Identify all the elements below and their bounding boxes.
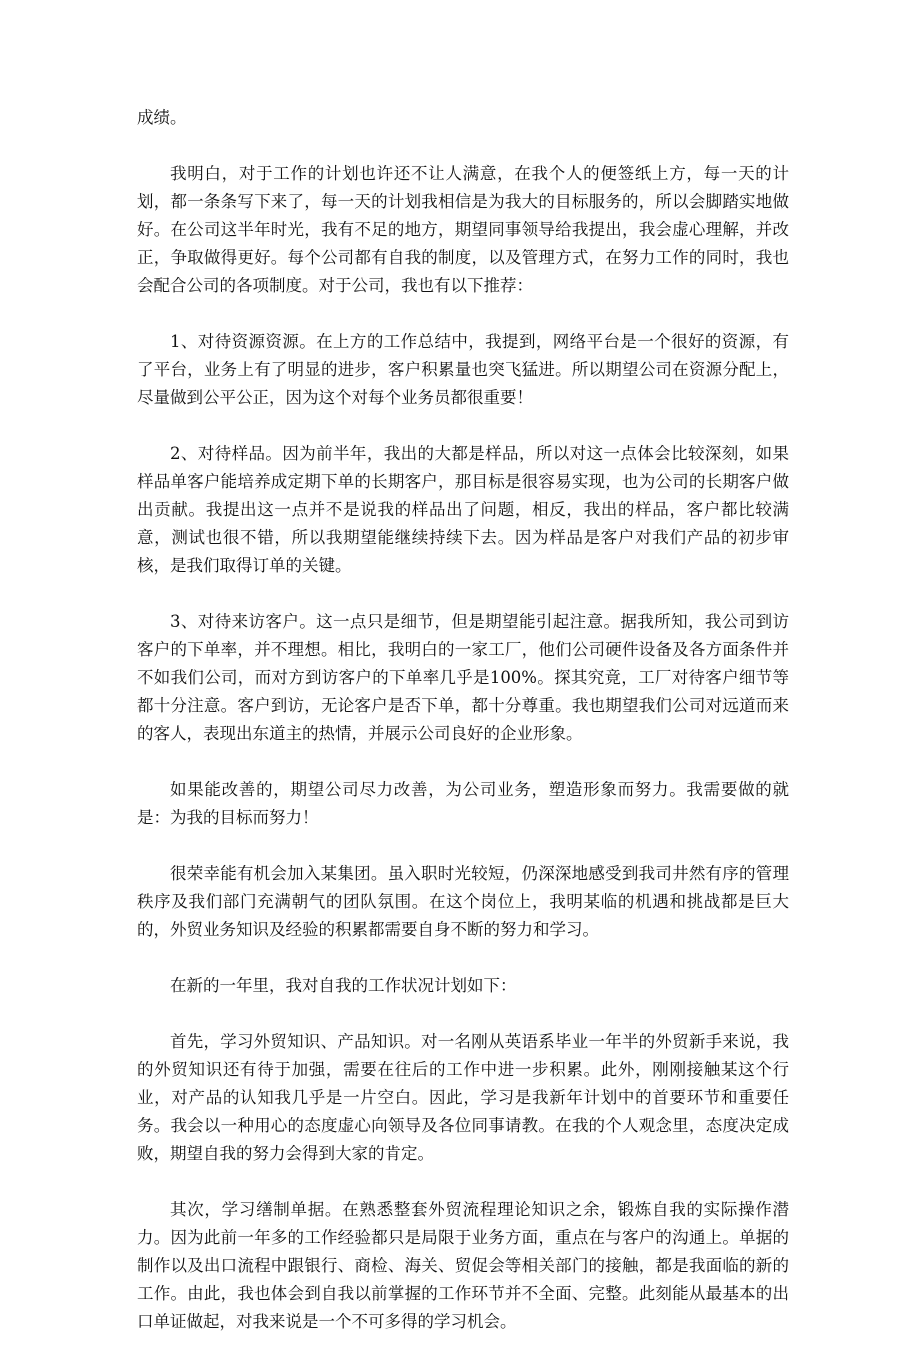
paragraph-improvement: 如果能改善的，期望公司尽力改善，为公司业务，塑造形象而努力。我需要做的就是：为我的目标而努力！ xyxy=(137,780,789,827)
paragraph-continuation: 成绩。 xyxy=(137,108,187,127)
paragraph-second-documents: 其次，学习缮制单据。在熟悉整套外贸流程理论知识之余，锻炼自我的实际操作潜力。因为此前一年多的工作经验都只是局限于业务方面，重点在与客户的沟通上。单据的制作以及出口流程中跟银行、商检、海关、贸促会等相关部门的接触，都是我面临的新的工作。由此，我也体会到自我以前掌握的工作环节并不全面、完整。此刻能从最基本的出口单证做起，对我来说是一个不可多得的学习机会。 xyxy=(137,1200,789,1331)
paragraph-first-study: 首先，学习外贸知识、产品知识。对一名刚从英语系毕业一年半的外贸新手来说，我的外贸知识还有待于加强，需要在往后的工作中进一步积累。此外，刚刚接触某这个行业，对产品的认知我几乎是一片空白。因此，学习是我新年计划中的首要环节和重要任务。我会以一种用心的态度虚心向领导及各位同事请教。在我的个人观念里，态度决定成败，期望自我的努力会得到大家的肯定。 xyxy=(137,1032,789,1163)
paragraph-suggestion-visitors: 3、对待来访客户。这一点只是细节，但是期望能引起注意。据我所知，我公司到访客户的下单率，并不理想。相比，我明白的一家工厂，他们公司硬件设备及各方面条件并不如我们公司，而对方到访客户的下单率几乎是100%。探其究竟，工厂对待客户细节等都十分注意。客户到访，无论客户是否下单，都十分尊重。我也期望我们公司对远道而来的客人，表现出东道主的热情，并展示公司良好的企业形象。 xyxy=(137,612,789,743)
document-body xyxy=(137,104,789,1364)
paragraph-suggestion-resources: 1、对待资源资源。在上方的工作总结中，我提到，网络平台是一个很好的资源，有了平台，业务上有了明显的进步，客户积累量也突飞猛进。所以期望公司在资源分配上，尽量做到公平公正，因为这个对每个业务员都很重要！ xyxy=(137,332,789,407)
paragraph-suggestion-samples: 2、对待样品。因为前半年，我出的大都是样品，所以对这一点体会比较深刻，如果样品单客户能培养成定期下单的长期客户，那目标是很容易实现，也为公司的长期客户做出贡献。我提出这一点并不是说我的样品出了问题，相反，我出的样品，客户都比较满意，测试也很不错，所以我期望能继续持续下去。因为样品是客户对我们产品的初步审核，是我们取得订单的关键。 xyxy=(137,444,789,575)
paragraph-plan: 我明白，对于工作的计划也许还不让人满意，在我个人的便签纸上方，每一天的计划，都一条条写下来了，每一天的计划我相信是为我大的目标服务的，所以会脚踏实地做好。在公司这半年时光，我有不足的地方，期望同事领导给我提出，我会虚心理解，并改正，争取做得更好。每个公司都有自我的制度，以及管理方式，在努力工作的同时，我也会配合公司的各项制度。对于公司，我也有以下推荐： xyxy=(137,164,789,295)
paragraph-new-year-plan: 在新的一年里，我对自我的工作状况计划如下： xyxy=(170,976,517,995)
paragraph-joining-group: 很荣幸能有机会加入某集团。虽入职时光较短，仍深深地感受到我司井然有序的管理秩序及我们部门充满朝气的团队氛围。在这个岗位上，我明某临的机遇和挑战都是巨大的，外贸业务知识及经验的积累都需要自身不断的努力和学习。 xyxy=(137,864,789,939)
